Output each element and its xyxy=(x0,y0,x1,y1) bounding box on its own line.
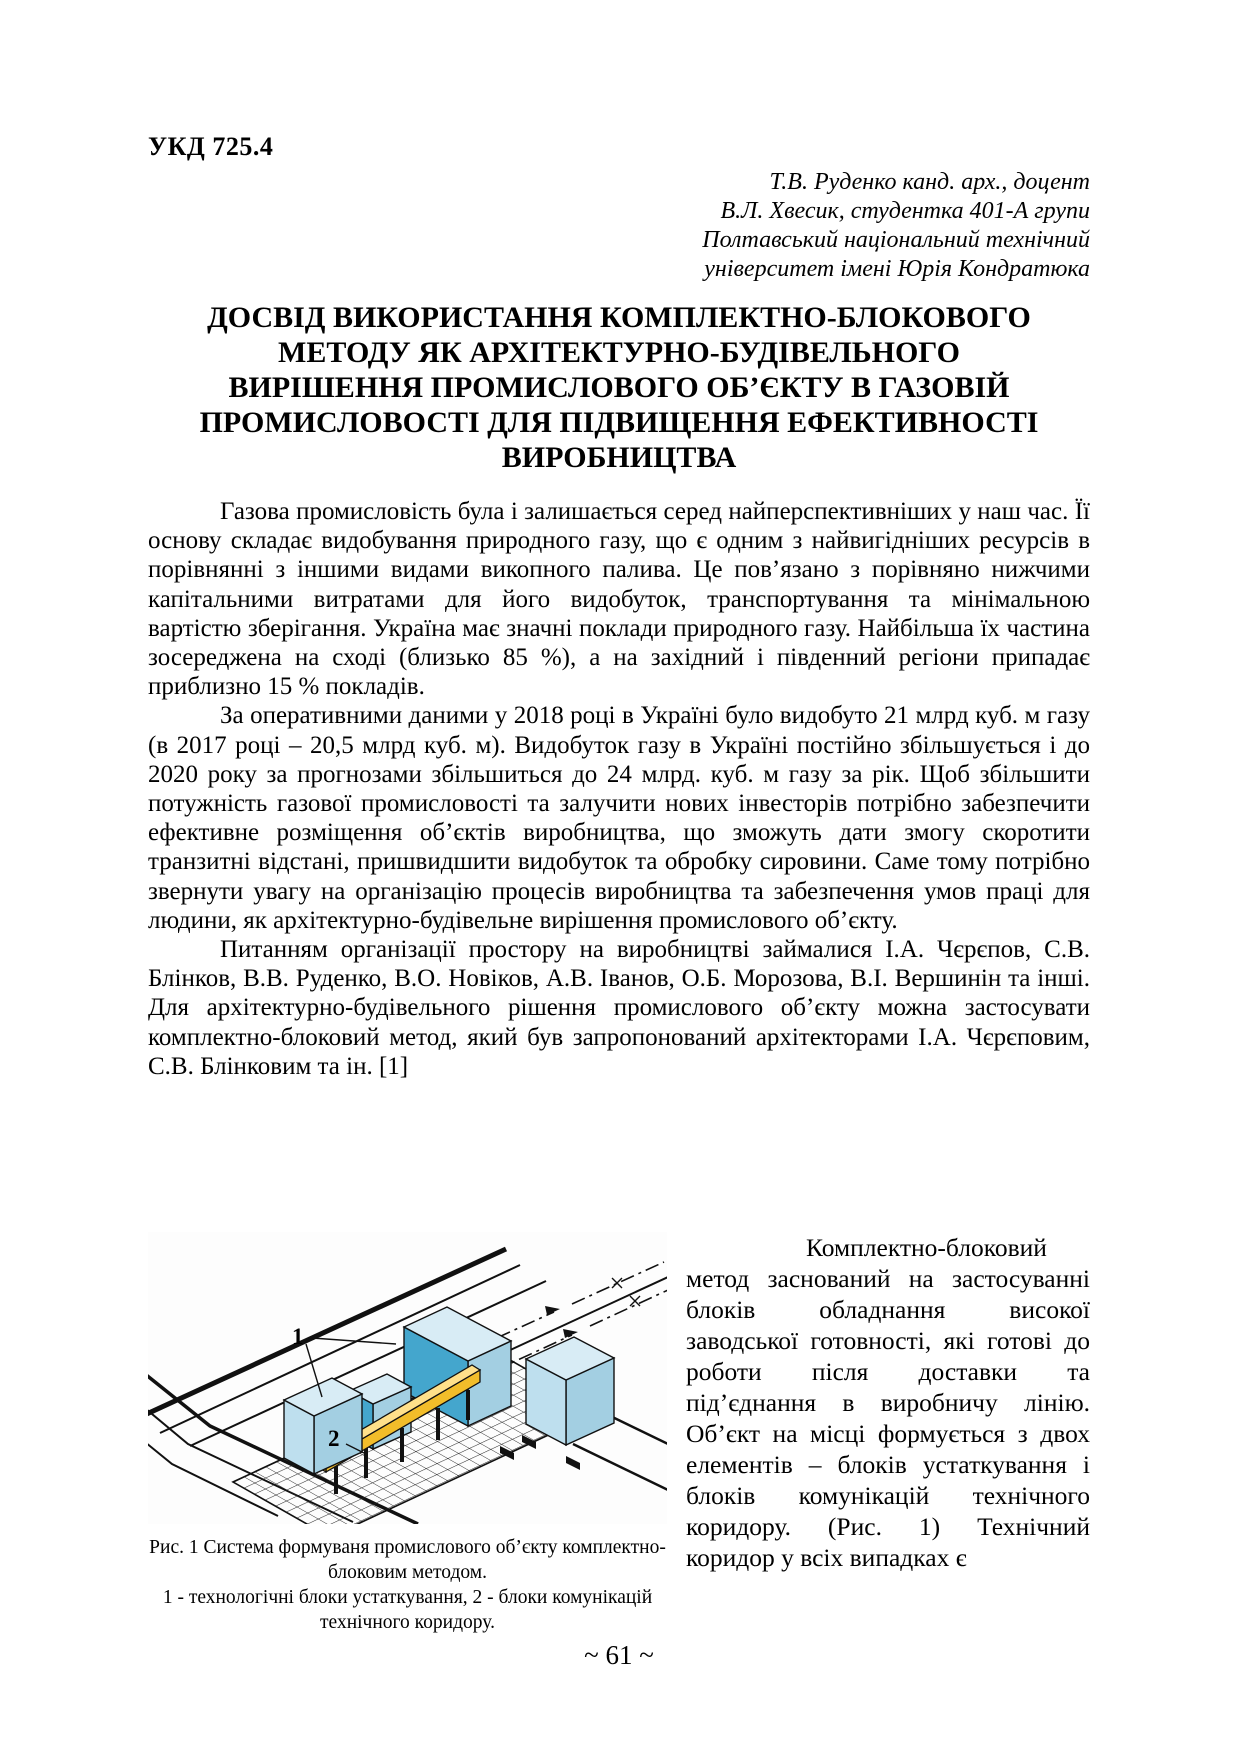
title-line: МЕТОДУ ЯК АРХІТЕКТУРНО-БУДІВЕЛЬНОГО xyxy=(278,336,960,369)
figure-1 xyxy=(148,1232,667,1529)
paragraph-3: Питанням організації простору на виробництві займалися І.А. Чєрєпов, С.В. Блінков, В.В. Руденко, В.О. Новіков, А.В. Іванов, О.Б. Морозова, В.І. Вершинін та інші. Для архітектурно-будівельного рішення промислового об’єкту можна застосувати комплектно-блоковий метод, який був запропонований архітекторами І.А. Чєрєповим, С.В. Блінковим та ін. [1] xyxy=(148,936,1090,1080)
udc-code: УКД 725.4 xyxy=(148,132,274,161)
author-block xyxy=(148,168,1090,284)
page-number: ~ 61 ~ xyxy=(584,1640,654,1670)
author-line: університет імені Юрія Кондратюка xyxy=(704,256,1090,282)
figure-1-illustration xyxy=(148,1232,667,1524)
title-line: ДОСВІД ВИКОРИСТАННЯ КОМПЛЕКТНО-БЛОКОВОГО xyxy=(207,301,1031,334)
paragraph-1: Газова промисловість була і залишається серед найперспективніших у наш час. Її основу складає видобування природного газу, що є одним з найвигідніших ресурсів в порівнянні з іншими видами викопного палива. Це пов’язано з порівняно нижчими капітальними витратами для його видобуток, транспортування та мінімальною вартістю зберігання. Україна має значні поклади природного газу. Найбільша їх частина зосереджена на сході (близько 85 %), а на західний і південний регіони припадає приблизно 15 % покладів. xyxy=(148,498,1090,701)
document-page xyxy=(148,0,1090,1754)
figure-label-2: 2 xyxy=(328,1426,340,1451)
paragraph-2: За оперативними даними у 2018 році в Україні було видобуто 21 млрд куб. м газу (в 2017 році – 20,5 млрд куб. м). Видобуток газу в Україні постійно збільшується і до 2020 року за прогнозами збільшиться до 24 млрд. куб. м газу за рік. Щоб збільшити потужність газової промисловості та залучити нових інвесторів потрібно забезпечити ефективне розміщення об’єктів виробництва, що зможуть дати змогу скоротити транзитні відстані, пришвидшити видобуток та обробку сировини. Саме тому потрібно звернути увагу на організацію процесів виробництва та забезпечення умов праці для людини, як архітектурно-будівельне вирішення промислового об’єкту. xyxy=(148,702,1090,934)
title-line: ПРОМИСЛОВОСТІ ДЛЯ ПІДВИЩЕННЯ ЕФЕКТИВНОСТІ xyxy=(199,406,1039,439)
figure-label-1: 1 xyxy=(292,1324,304,1349)
article-body xyxy=(148,497,1090,1081)
figure-caption xyxy=(148,1535,667,1635)
figure-caption-line2: 1 - технологічні блоки устаткування, 2 - блоки комунікацій технічного коридору. xyxy=(162,1587,653,1633)
figure-caption-line1: Рис. 1 Система формуваня промислового об’єкту комплектно-блоковим методом. xyxy=(149,1537,666,1583)
figure-and-text-row xyxy=(148,1232,1090,1635)
author-line: В.Л. Хвесик, студентка 401-А групи xyxy=(720,198,1090,224)
figure-column xyxy=(148,1232,667,1635)
title-line: ВИРІШЕННЯ ПРОМИСЛОВОГО ОБ’ЄКТУ В ГАЗОВІЙ xyxy=(228,371,1010,404)
paragraph-4: Комплектно-блоковий метод заснований на застосуванні блоків обладнання високої заводської готовності, які готові до роботи після доставки та під’єднання в виробничу лінію. Об’єкт на місці формується з двох елементів – блоків устаткування і блоків комунікацій технічного коридору. (Рис. 1) Технічний коридор у всіх випадках є xyxy=(686,1233,1090,1572)
author-line: Т.В. Руденко канд. арх., доцент xyxy=(769,169,1090,195)
right-text-column xyxy=(686,1232,1090,1635)
article-title xyxy=(148,300,1090,475)
author-line: Полтавський національний технічний xyxy=(702,227,1090,253)
title-line: ВИРОБНИЦТВА xyxy=(501,441,737,474)
